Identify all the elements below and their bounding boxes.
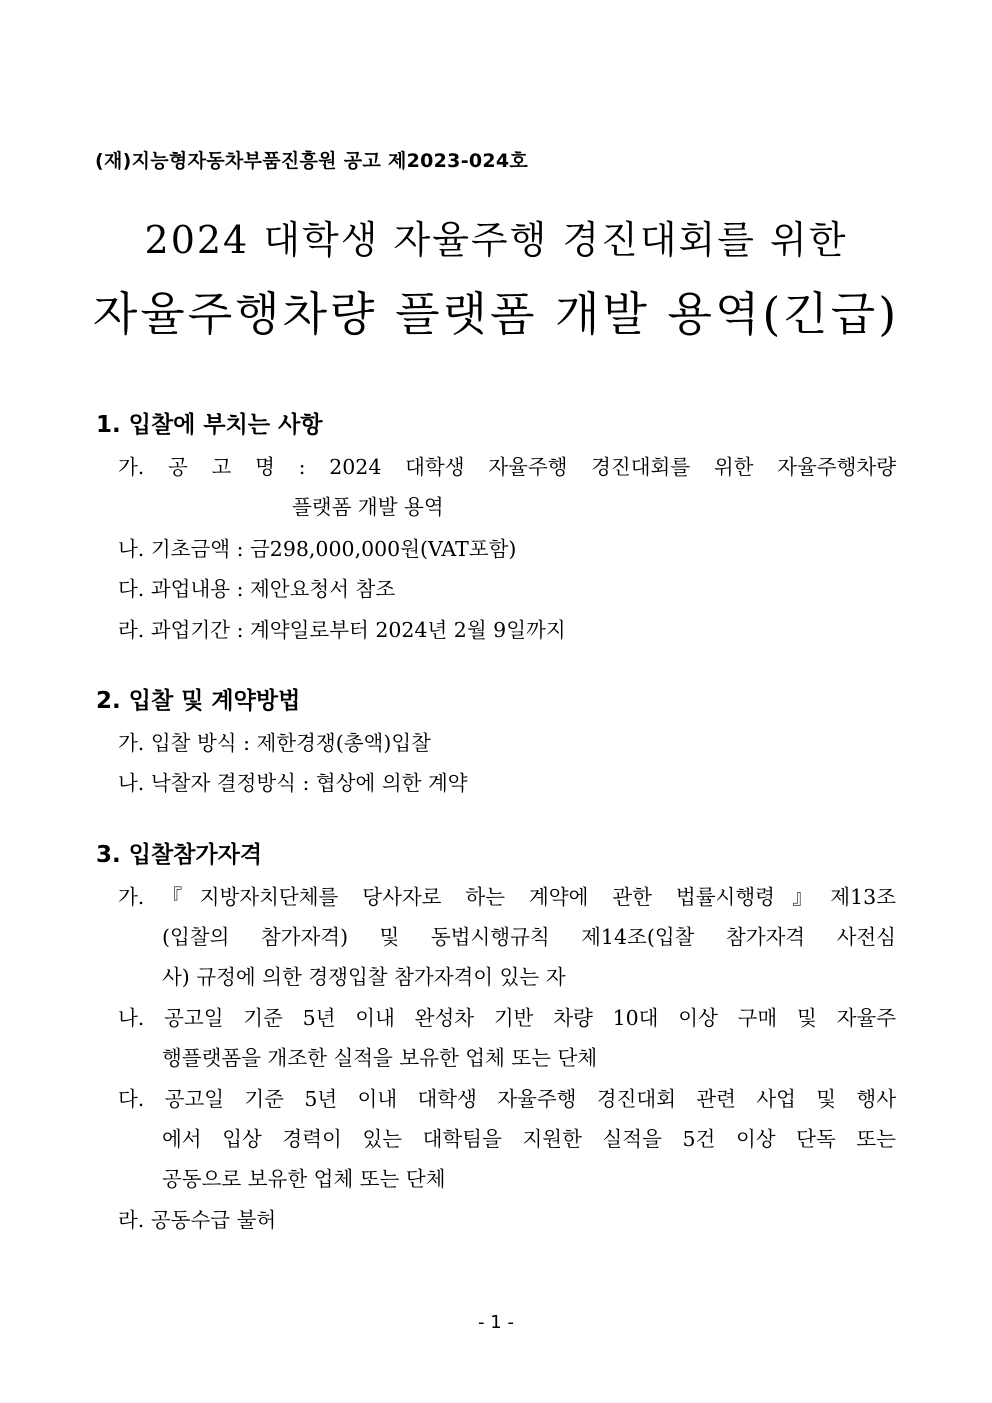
section-1-item-da: 다. 과업내용 : 제안요청서 참조 [118, 577, 396, 601]
section-2-heading: 2. 입찰 및 계약방법 [96, 688, 301, 714]
section-3-item-ga-line1: 가.『지방자치단체를 당사자로 하는 계약에 관한 법률시행령』제13조 [118, 885, 896, 909]
section-3-item-da-line1: 다. 공고일 기준 5년 이내 대학생 자율주행 경진대회 관련 사업 및 행사 [118, 1087, 896, 1111]
section-1-heading: 1. 입찰에 부치는 사항 [96, 412, 323, 438]
section-3-item-ga-line3: 사) 규정에 의한 경쟁입찰 참가자격이 있는 자 [162, 965, 566, 989]
section-3-item-da-line2: 에서 입상 경력이 있는 대학팀을 지원한 실적을 5건 이상 단독 또는 [162, 1127, 896, 1151]
section-3-item-na-line2: 행플랫폼을 개조한 실적을 보유한 업체 또는 단체 [162, 1046, 598, 1070]
section-2-item-ga: 가. 입찰 방식 : 제한경쟁(총액)입찰 [118, 731, 431, 755]
section-3-heading: 3. 입찰참가자격 [96, 842, 263, 868]
section-3-item-na-line1: 나. 공고일 기준 5년 이내 완성차 기반 차량 10대 이상 구매 및 자율주 [118, 1006, 896, 1030]
section-3-item-da-line3: 공동으로 보유한 업체 또는 단체 [162, 1167, 446, 1191]
section-2-item-na: 나. 낙찰자 결정방식 : 협상에 의한 계약 [118, 771, 468, 795]
section-1-item-ga-line2: 플랫폼 개발 용역 [292, 495, 444, 519]
section-1-item-ra: 라. 과업기간 : 계약일로부터 2024년 2월 9일까지 [118, 618, 566, 642]
section-3-item-ra: 라. 공동수급 불허 [118, 1208, 277, 1232]
section-1-item-ga-line1: 가. 공 고 명 : 2024 대학생 자율주행 경진대회를 위한 자율주행차량 [118, 455, 896, 479]
page-number: - 1 - [478, 1312, 514, 1333]
document-title-line1: 2024 대학생 자율주행 경진대회를 위한 [144, 218, 848, 262]
section-3-item-ga-line2: (입찰의 참가자격) 및 동법시행규칙 제14조(입찰 참가자격 사전심 [162, 925, 896, 949]
section-1-item-na: 나. 기초금액 : 금298,000,000원(VAT포함) [118, 537, 517, 561]
document-title-line2: 자율주행차량 플랫폼 개발 용역(긴급) [92, 287, 900, 341]
notice-number: (재)지능형자동차부품진흥원 공고 제2023-024호 [95, 150, 529, 172]
